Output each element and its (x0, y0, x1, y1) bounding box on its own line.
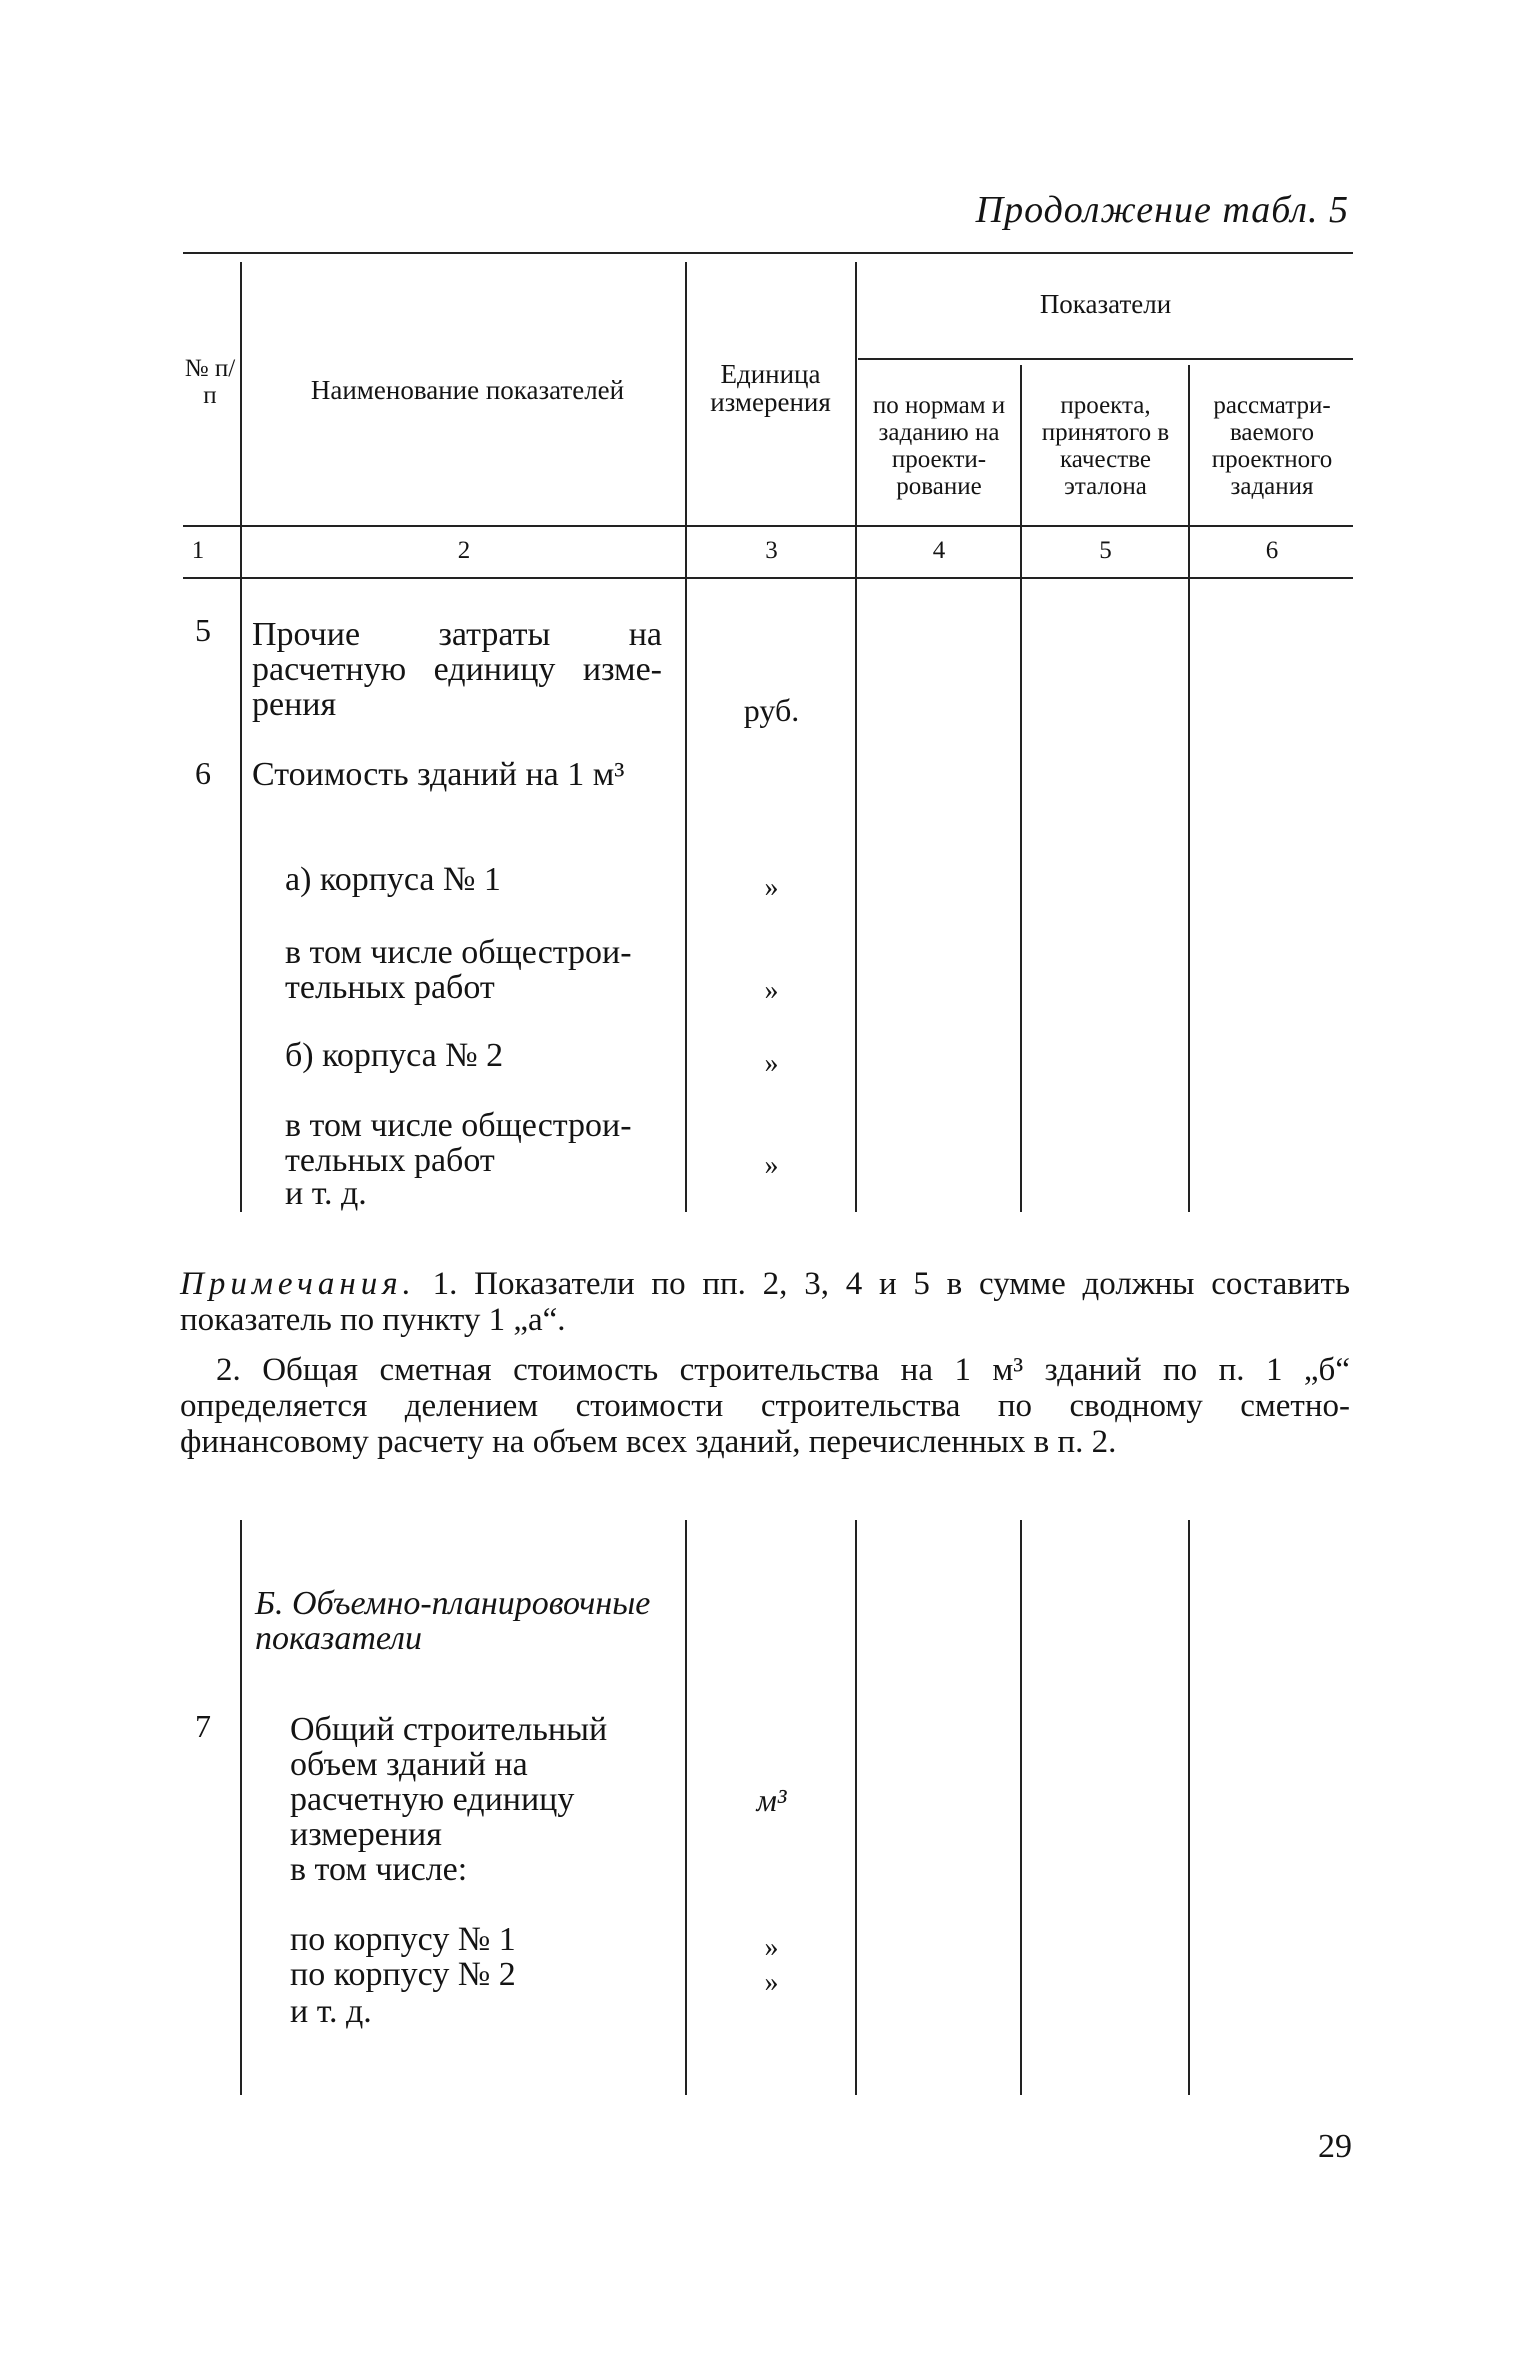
row-unit: руб. (743, 692, 800, 728)
header-name: Наименование показателей (310, 375, 625, 405)
row-name: по корпусу № 1 (290, 1921, 516, 1958)
row-unit-ditto: » (764, 872, 779, 903)
header-unit: Единица измерения (710, 359, 831, 417)
note-2 (180, 1352, 1350, 1460)
row-number: 7 (195, 1708, 211, 1744)
column-number-6: 6 (1265, 537, 1279, 564)
notes-block (180, 1266, 1350, 1460)
column-divider-1 (240, 1520, 242, 2095)
header-number: № п/п (184, 355, 236, 409)
table-top-rule (183, 252, 1353, 254)
column-number-3: 3 (765, 537, 778, 564)
row-name: Общий строительный объем зданий на расчетную единицу измерения (290, 1711, 608, 1853)
column-divider-3 (855, 1520, 857, 2095)
row-name: а) корпуса № 1 (285, 861, 501, 898)
header-indicators-group: Показатели (1039, 289, 1172, 319)
table-continuation-caption: Продолжение табл. 5 (975, 189, 1349, 231)
row-name: в том числе: (290, 1851, 468, 1888)
row-number: 5 (195, 612, 211, 648)
section-heading-b: Б. Объемно-планировочные показатели (255, 1585, 651, 1657)
column-divider-2 (685, 1520, 687, 2095)
notes-label: Примечания. (180, 1266, 416, 1302)
row-unit-ditto: » (764, 1048, 779, 1079)
column-divider-2 (685, 262, 687, 1212)
column-divider-4 (1020, 365, 1022, 1212)
row-name: и т. д. (290, 1993, 372, 2030)
header-norms: по нормам и заданию на проекти-рование (872, 392, 1006, 500)
column-number-5: 5 (1099, 537, 1112, 564)
row-unit: м³ (756, 1782, 787, 1818)
column-divider-4 (1020, 1520, 1022, 2095)
column-number-rule (183, 577, 1353, 579)
row-name: в том числе общестрои-тельных работ (285, 934, 632, 1006)
row-name: б) корпуса № 2 (285, 1037, 504, 1074)
note-1-text: 1. Показатели по пп. 2, 3, 4 и 5 в сумме должны составить показатель по пункту 1 „а“. (180, 1266, 1351, 1338)
column-number-4: 4 (932, 537, 946, 564)
note-2-text: 2. Общая сметная стоимость строительства на 1 м³ зданий по п. 1 „б“ определяется делением стоимости строительства по сводному сметно-финансовому расчету на объем всех зданий, перечисленных в п. 2. (180, 1352, 1350, 1460)
page-number: 29 (1318, 2128, 1352, 2165)
row-name: по корпусу № 2 (290, 1956, 516, 1993)
column-number-1: 1 (191, 537, 205, 564)
column-divider-3 (855, 262, 857, 1212)
column-divider-5 (1188, 1520, 1190, 2095)
column-divider-1 (240, 262, 242, 1212)
header-bottom-rule (183, 525, 1353, 527)
row-unit-ditto: » (764, 1150, 779, 1181)
row-name: Стоимость зданий на 1 м³ (252, 756, 625, 793)
row-unit-ditto: » (764, 975, 779, 1006)
header-considered-design: рассматри-ваемого проектного задания (1211, 392, 1333, 500)
row-name: Прочие затраты на расчетную единицу изме-рения (252, 616, 662, 723)
group-header-rule (858, 358, 1353, 360)
column-divider-5 (1188, 365, 1190, 1212)
header-reference-project: проекта, принятого в качестве эталона (1041, 392, 1170, 500)
row-unit-ditto: » (764, 1932, 779, 1963)
row-name: в том числе общестрои-тельных работ (285, 1107, 632, 1179)
row-name: и т. д. (285, 1175, 367, 1212)
note-1 (180, 1266, 1350, 1338)
row-number: 6 (195, 755, 211, 791)
row-unit-ditto: » (764, 1967, 779, 1998)
column-number-2: 2 (457, 537, 471, 564)
